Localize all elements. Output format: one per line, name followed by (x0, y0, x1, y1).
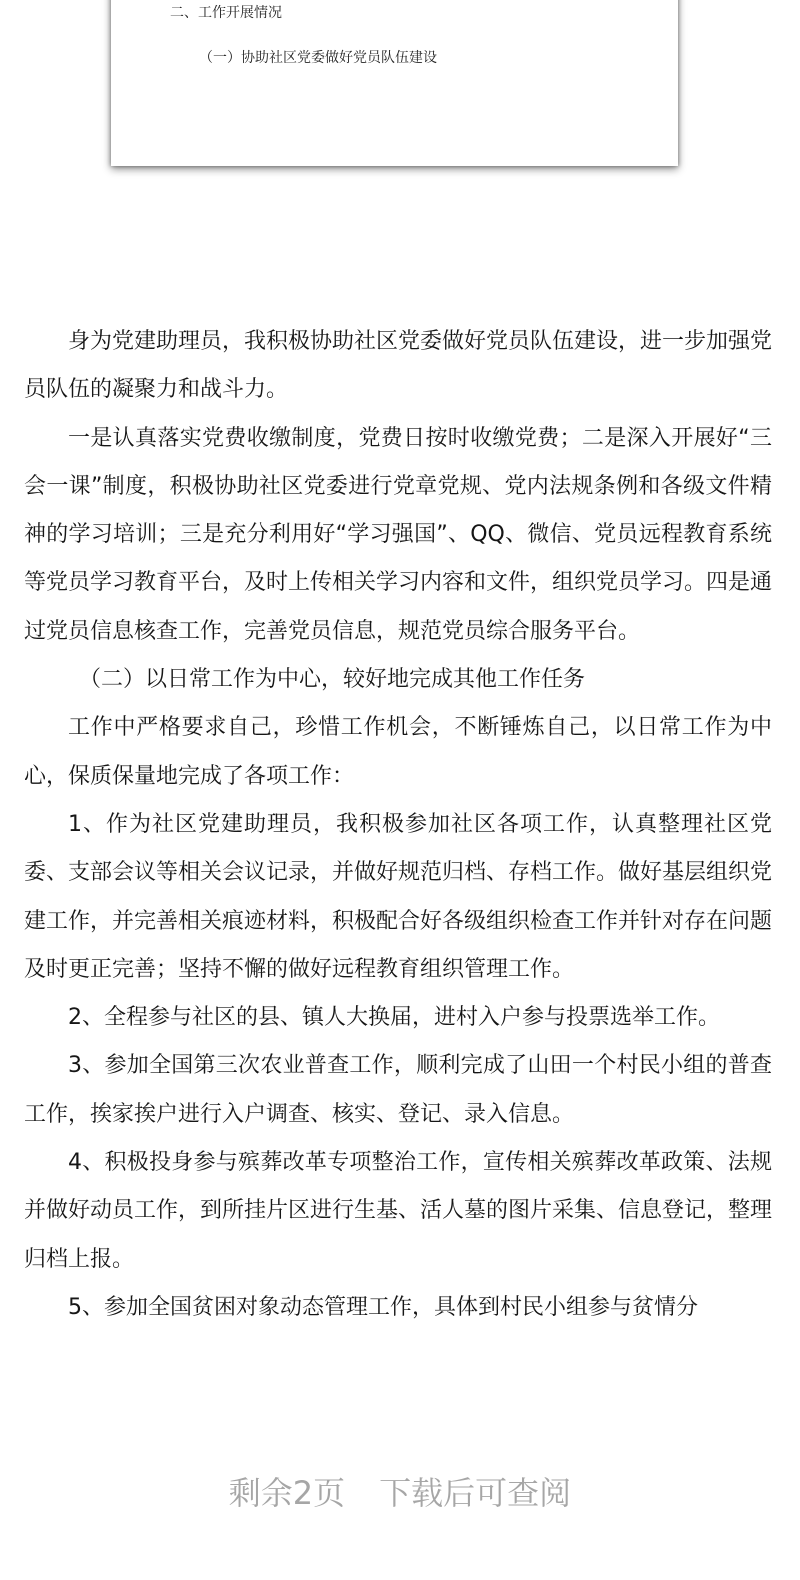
download-hint-label: 下载后可查阅 (379, 1474, 572, 1512)
remaining-pages-label: 剩余2页 (228, 1474, 346, 1512)
section-heading-daily-work: （二）以日常工作为中心，较好地完成其他工作任务 (79, 667, 586, 693)
preview-section-heading: 二、工作开展情况 (170, 5, 282, 21)
paragraph-item-1: 1、作为社区党建助理员，我积极参加社区各项工作，认真整理社区党委、支部会议等相关会议记录，并做好规范归档、存档工作。做好基层组织党建工作，并完善相关痕迹材料，积极配合好各级组织检查工作并针对存在问题及时更正完善；坚持不懈的做好远程教育组织管理工作。 (24, 811, 773, 982)
paragraph-item-5: 5、参加全国贫困对象动态管理工作，具体到村民小组参与贫情分 (68, 1294, 698, 1320)
preview-subsection-heading: （一）协助社区党委做好党员队伍建设 (199, 50, 437, 66)
paragraph-party-work: 一是认真落实党费收缴制度，党费日按时收缴党费；二是深入开展好“三会一课”制度，积极协助社区党委进行党章党规、党内法规条例和各级文件精神的学习培训；三是充分利用好“学习强国”、QQ、微信、党员远程教育系统等党员学习教育平台，及时上传相关学习内容和文件，组织党员学习。四是通过党员信息核查工作，完善党员信息，规范党员综合服务平台。 (24, 425, 773, 644)
document-body (24, 318, 772, 1332)
read-more-banner[interactable] (0, 1468, 800, 1514)
paragraph-intro: 身为党建助理员，我积极协助社区党委做好党员队伍建设，进一步加强党员队伍的凝聚力和战斗力。 (24, 329, 773, 403)
paragraph-item-2: 2、全程参与社区的县、镇人大换届，进村入户参与投票选举工作。 (68, 1005, 720, 1031)
paragraph-item-4: 4、积极投身参与殡葬改革专项整治工作，宣传相关殡葬改革政策、法规并做好动员工作，到所挂片区进行生基、活人墓的图片采集、信息登记，整理归档上报。 (24, 1150, 773, 1272)
preview-page-card (111, 0, 678, 166)
paragraph-item-3: 3、参加全国第三次农业普查工作，顺利完成了山田一个村民小组的普查工作，挨家挨户进行入户调查、核实、登记、录入信息。 (24, 1053, 772, 1127)
paragraph-daily-work-intro: 工作中严格要求自己，珍惜工作机会，不断锤炼自己，以日常工作为中心，保质保量地完成了各项工作： (24, 715, 772, 789)
